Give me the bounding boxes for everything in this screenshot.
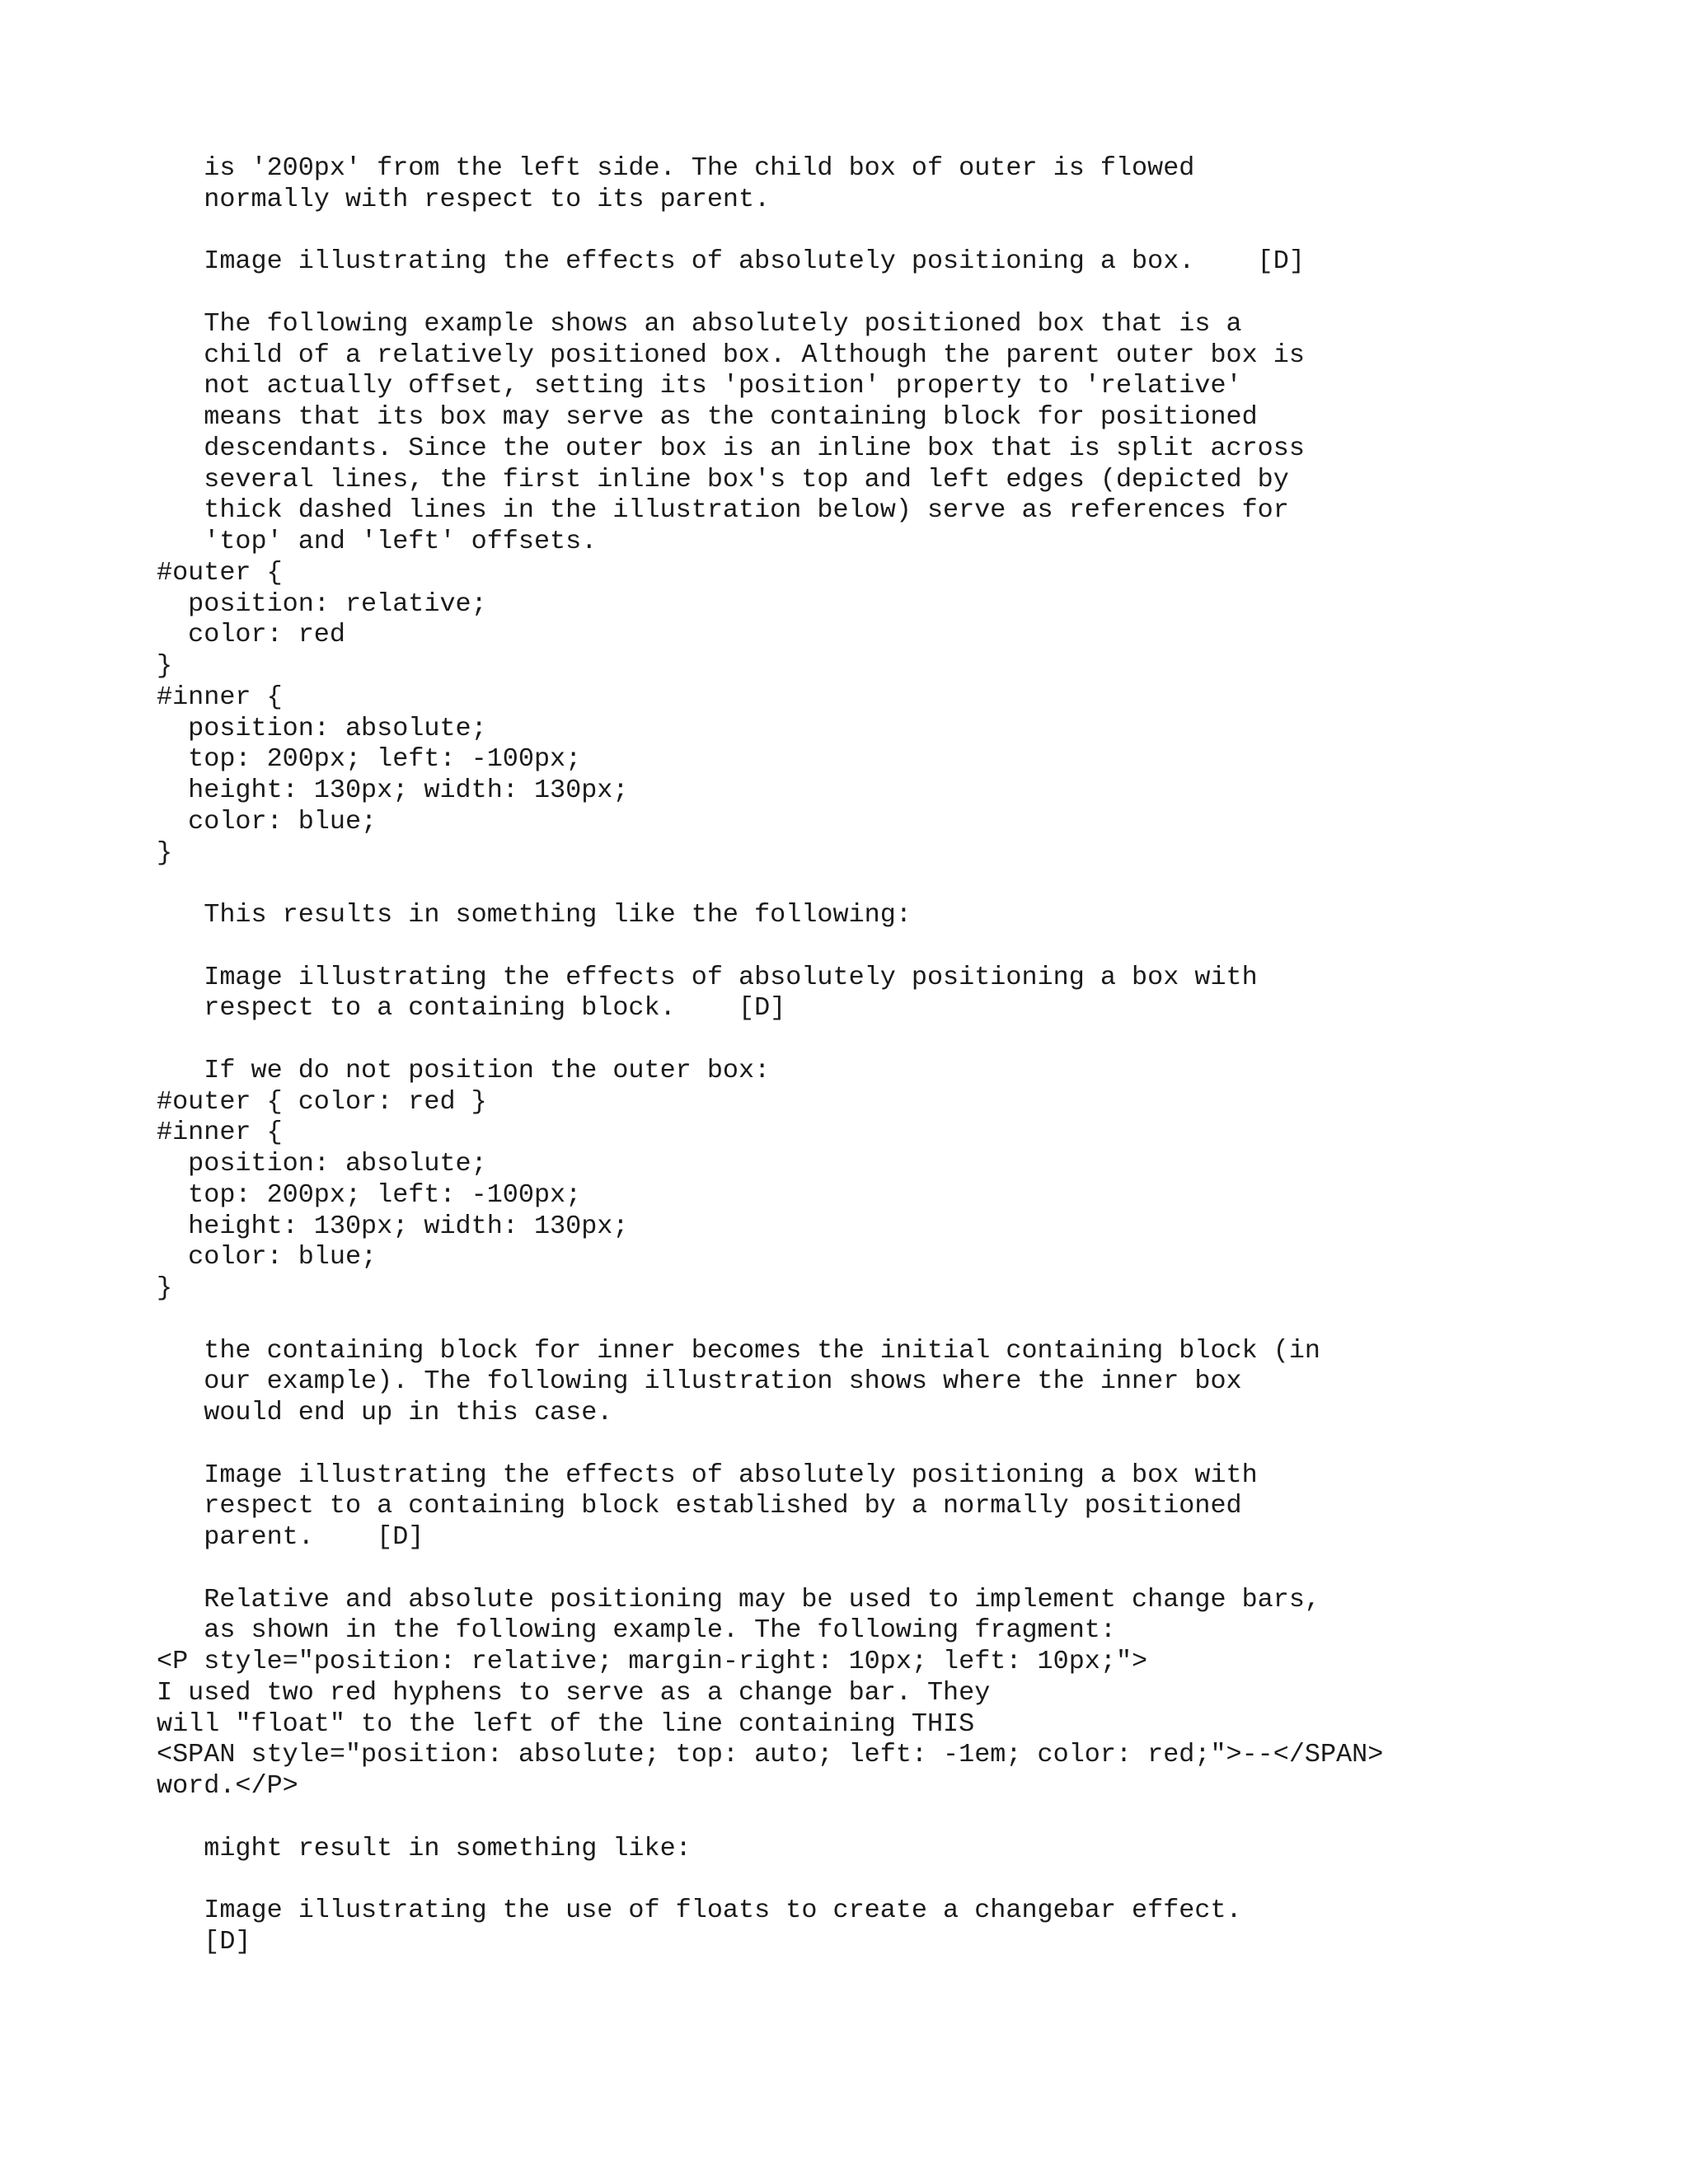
text-line bbox=[157, 869, 1383, 900]
text-line: The following example shows an absolutely positioned box that is a bbox=[157, 308, 1242, 339]
text-line bbox=[157, 1554, 1383, 1585]
text-line: top: 200px; left: -100px; bbox=[157, 1179, 582, 1210]
text-line: This results in something like the following: bbox=[157, 900, 912, 930]
text-line: <SPAN style="position: absolute; top: auto; left: -1em; color: red;">--</SPAN> bbox=[157, 1740, 1384, 1770]
text-line: child of a relatively positioned box. Although the parent outer box is bbox=[157, 340, 1305, 370]
text-line: 'top' and 'left' offsets. bbox=[157, 527, 598, 556]
text-line bbox=[157, 216, 1383, 247]
text-line: thick dashed lines in the illustration below) serve as references for bbox=[157, 495, 1289, 526]
text-line: normally with respect to its parent. bbox=[157, 184, 771, 214]
text-line: not actually offset, setting its 'position' property to 'relative' bbox=[157, 371, 1242, 401]
text-line: color: red bbox=[157, 620, 345, 650]
text-line: would end up in this case. bbox=[157, 1398, 613, 1427]
text-line: several lines, the first inline box's top and left edges (depicted by bbox=[157, 464, 1289, 494]
text-line: might result in something like: bbox=[157, 1833, 692, 1863]
text-line: color: blue; bbox=[157, 806, 377, 837]
text-line: as shown in the following example. The following fragment: bbox=[157, 1615, 1116, 1646]
text-line: parent. [D] bbox=[157, 1522, 424, 1552]
text-line: } bbox=[157, 837, 173, 868]
document-body bbox=[157, 153, 1383, 1958]
text-line: [D] bbox=[157, 1926, 251, 1957]
text-line: #outer { bbox=[157, 557, 283, 588]
text-line: <P style="position: relative; margin-right: 10px; left: 10px;"> bbox=[157, 1647, 1148, 1676]
text-line: color: blue; bbox=[157, 1242, 377, 1272]
text-line bbox=[157, 1024, 1383, 1056]
text-line: top: 200px; left: -100px; bbox=[157, 744, 582, 775]
text-line: height: 130px; width: 130px; bbox=[157, 1211, 629, 1241]
text-line: Image illustrating the effects of absolutely positioning a box with bbox=[157, 1460, 1258, 1490]
text-line: means that its box may serve as the containing block for positioned bbox=[157, 402, 1258, 432]
text-line: position: absolute; bbox=[157, 1149, 487, 1179]
text-line: #inner { bbox=[157, 682, 283, 712]
text-line: height: 130px; width: 130px; bbox=[157, 776, 629, 805]
text-line: word.</P> bbox=[157, 1771, 298, 1801]
text-line: will "float" to the left of the line containing THIS bbox=[157, 1708, 975, 1739]
text-line: respect to a containing block established by a normally positioned bbox=[157, 1491, 1242, 1521]
text-line: } bbox=[157, 651, 173, 681]
text-line bbox=[157, 278, 1383, 309]
text-line: respect to a containing block. [D] bbox=[157, 993, 786, 1024]
text-line: #inner { bbox=[157, 1118, 283, 1148]
text-line: is '200px' from the left side. The child box of outer is flowed bbox=[157, 153, 1195, 183]
text-line: If we do not position the outer box: bbox=[157, 1055, 771, 1085]
text-line: Relative and absolute positioning may be used to implement change bars, bbox=[157, 1584, 1321, 1615]
text-line: Image illustrating the effects of absolutely positioning a box. [D] bbox=[157, 246, 1305, 277]
text-line: } bbox=[157, 1273, 173, 1303]
text-line: I used two red hyphens to serve as a change bar. They bbox=[157, 1677, 991, 1708]
text-line: position: relative; bbox=[157, 588, 487, 619]
text-line: descendants. Since the outer box is an inline box that is split across bbox=[157, 433, 1305, 463]
text-line: Image illustrating the use of floats to create a changebar effect. bbox=[157, 1896, 1242, 1925]
text-line bbox=[157, 1864, 1383, 1896]
text-line bbox=[157, 1429, 1383, 1460]
text-line bbox=[157, 1802, 1383, 1834]
text-line bbox=[157, 1305, 1383, 1336]
text-line: position: absolute; bbox=[157, 713, 487, 743]
text-line: our example). The following illustration shows where the inner box bbox=[157, 1366, 1242, 1397]
text-line bbox=[157, 931, 1383, 963]
text-line: Image illustrating the effects of absolutely positioning a box with bbox=[157, 962, 1258, 992]
text-line: the containing block for inner becomes the initial containing block (in bbox=[157, 1335, 1321, 1366]
text-line: #outer { color: red } bbox=[157, 1086, 487, 1117]
